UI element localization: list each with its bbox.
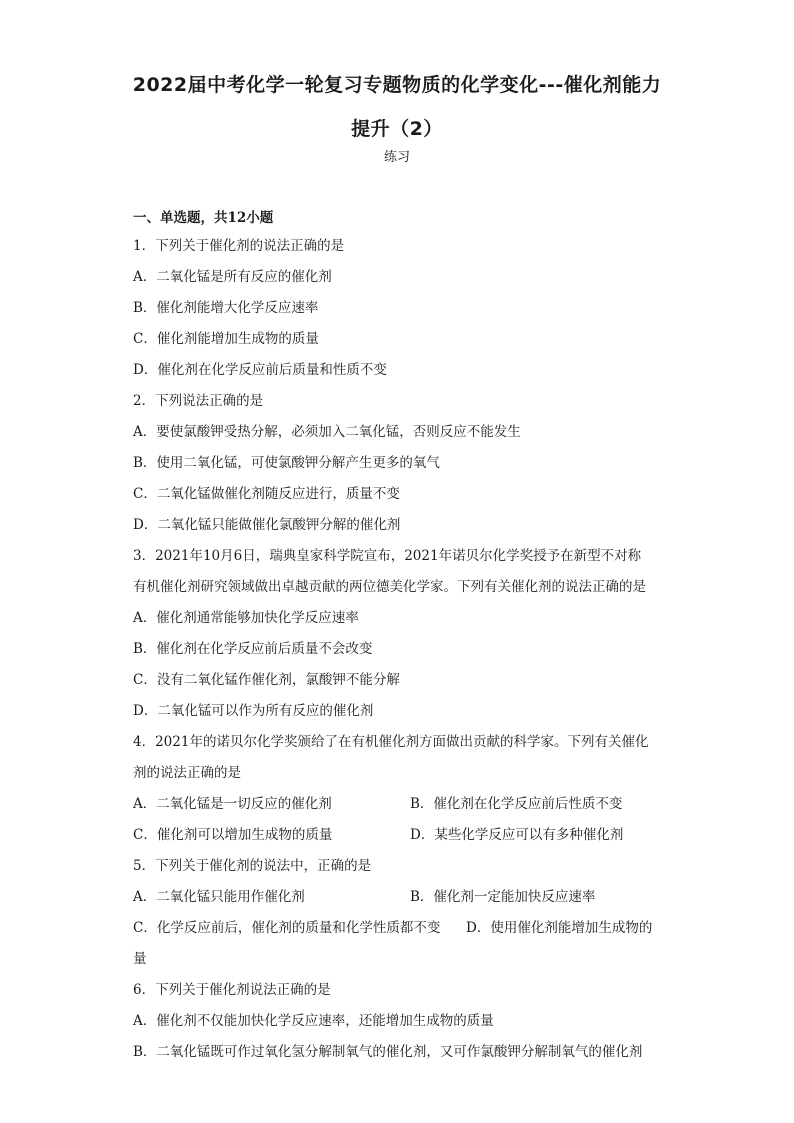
q5-option-a: A．二氧化锰只能用作催化剂 — [133, 889, 305, 905]
document-title-line2: 提升（2） — [351, 118, 443, 140]
q3-stem-line1: 3．2021年10月6日，瑞典皇家科学院宣布，2021年诺贝尔化学奖授予在新型不对称 — [133, 548, 642, 564]
q5-option-d: D．使用催化剂能增加生成物的 — [466, 920, 653, 936]
q4-option-d: D．某些化学反应可以有多种催化剂 — [410, 827, 624, 843]
q2-option-c: C．二氧化锰做催化剂随反应进行，质量不变 — [133, 486, 400, 502]
q5-option-d-continued: 量 — [133, 951, 147, 967]
q4-option-b: B．催化剂在化学反应前后性质不变 — [410, 796, 623, 812]
q4-stem-line1: 4．2021年的诺贝尔化学奖颁给了在有机催化剂方面做出贡献的科学家。下列有关催化 — [133, 734, 649, 750]
q1-option-c: C．催化剂能增加生成物的质量 — [133, 331, 319, 347]
q3-option-b: B．催化剂在化学反应前后质量不会改变 — [133, 641, 373, 657]
q1-option-d: D．催化剂在化学反应前后质量和性质不变 — [133, 362, 387, 378]
q3-option-a: A．催化剂通常能够加快化学反应速率 — [133, 610, 359, 626]
q3-stem-line2: 有机催化剂研究领域做出卓越贡献的两位德美化学家。下列有关催化剂的说法正确的是 — [133, 579, 646, 595]
section-heading: 一、单选题，共12小题 — [133, 210, 274, 226]
q6-stem: 6．下列关于催化剂说法正确的是 — [133, 982, 331, 998]
q4-stem-line2: 剂的说法正确的是 — [133, 765, 241, 781]
q1-stem: 1．下列关于催化剂的说法正确的是 — [133, 238, 345, 254]
q6-option-b: B．二氧化锰既可作过氧化氢分解制氧气的催化剂，又可作氯酸钾分解制氧气的催化剂 — [133, 1044, 643, 1060]
q2-option-a: A．要使氯酸钾受热分解，必须加入二氧化锰，否则反应不能发生 — [133, 424, 521, 440]
q5-stem: 5．下列关于催化剂的说法中，正确的是 — [133, 858, 372, 874]
document-title-line1: 2022届中考化学一轮复习专题物质的化学变化---催化剂能力 — [132, 74, 662, 96]
document-subtitle: 练习 — [383, 150, 410, 165]
q1-option-a: A．二氧化锰是所有反应的催化剂 — [133, 269, 332, 285]
q1-option-b: B．催化剂能增大化学反应速率 — [133, 300, 319, 316]
q2-option-b: B．使用二氧化锰，可使氯酸钾分解产生更多的氧气 — [133, 455, 440, 471]
q3-option-d: D．二氧化锰可以作为所有反应的催化剂 — [133, 703, 374, 719]
q4-option-c: C．催化剂可以增加生成物的质量 — [133, 827, 333, 843]
q5-option-c: C．化学反应前后，催化剂的质量和化学性质都不变 — [133, 920, 441, 936]
q6-option-a: A．催化剂不仅能加快化学反应速率，还能增加生成物的质量 — [133, 1013, 494, 1029]
q5-option-b: B．催化剂一定能加快反应速率 — [410, 889, 596, 905]
q2-stem: 2．下列说法正确的是 — [133, 393, 264, 409]
q3-option-c: C．没有二氧化锰作催化剂，氯酸钾不能分解 — [133, 672, 400, 688]
q2-option-d: D．二氧化锰只能做催化氯酸钾分解的催化剂 — [133, 517, 401, 533]
q4-option-a: A．二氧化锰是一切反应的催化剂 — [133, 796, 332, 812]
